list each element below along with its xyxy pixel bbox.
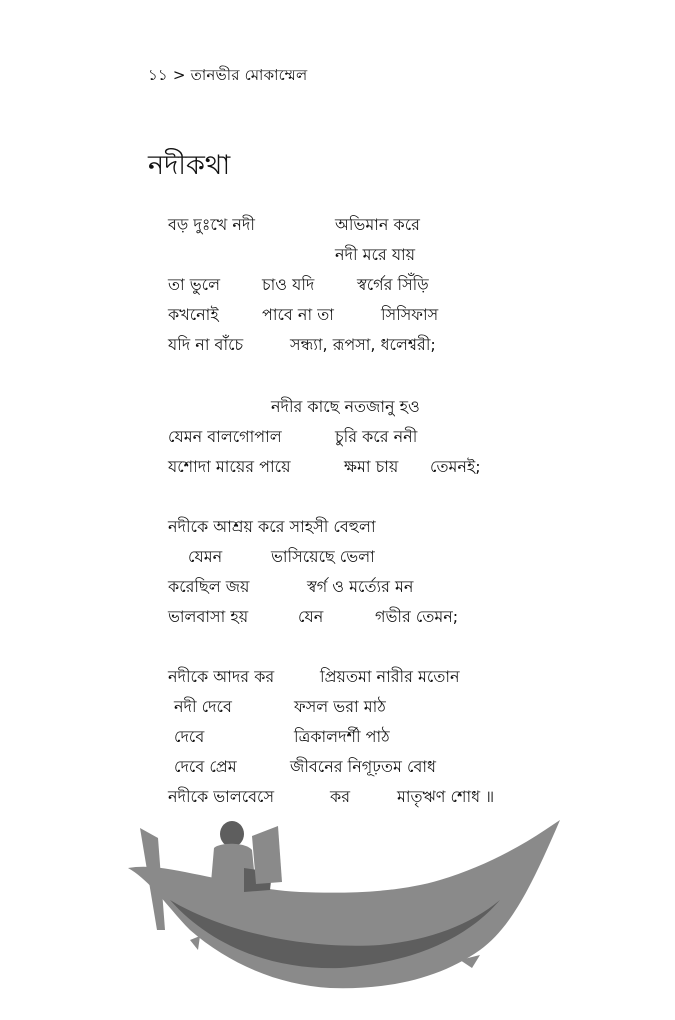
poem-line-12-b: যেন bbox=[298, 607, 324, 626]
boat-illustration-group bbox=[128, 820, 560, 988]
poem-line-8-c: তেমনই; bbox=[430, 457, 481, 476]
poem-line-1-b: অভিমান করে bbox=[335, 215, 420, 234]
poem-line-5-b: সন্ধ্যা, রূপসা, ধলেশ্বরী; bbox=[290, 335, 436, 354]
boater-head bbox=[220, 821, 244, 847]
poem-line-4-a: কখনোই bbox=[168, 305, 219, 324]
poem-line-17-a: নদীকে ভালবেসে bbox=[168, 787, 275, 806]
poem-line-3-c: স্বর্গের সিঁড়ি bbox=[357, 275, 429, 294]
poem-line-8-b: ক্ষমা চায় bbox=[344, 457, 399, 476]
poem-line-8-a: যশোদা মায়ের পায়ে bbox=[168, 457, 291, 476]
poem-line-5-a: যদি না বাঁচে bbox=[168, 335, 244, 354]
poem-line-12-c: গভীর তেমন; bbox=[375, 607, 459, 626]
poem-line-14-b: ফসল ভরা মাঠ bbox=[294, 697, 386, 716]
poem-line-7-a: যেমন বালগোপাল bbox=[168, 427, 282, 446]
poem-line-13-b: প্রিয়তমা নারীর মতোন bbox=[320, 667, 460, 686]
poem-line-10-a: যেমন bbox=[188, 547, 223, 566]
poem-line-15-b: ত্রিকালদর্শী পাঠ bbox=[294, 727, 390, 746]
poem-line-16-b: জীবনের নিগূঢ়তম বোধ bbox=[290, 757, 436, 776]
poem-line-9: নদীকে আশ্রয় করে সাহসী বেহুলা bbox=[168, 517, 376, 536]
poem-line-17-c: মাতৃঋণ শোধ ॥ bbox=[397, 787, 495, 806]
poem-line-13-a: নদীকে আদর কর bbox=[168, 667, 275, 686]
poem-line-2: নদী মরে যায় bbox=[335, 245, 416, 264]
poem-line-12-a: ভালবাসা হয় bbox=[168, 607, 249, 626]
running-header: ১১ > তানভীর মোকাম্মেল bbox=[148, 66, 308, 84]
poem-line-7-b: চুরি করে ননী bbox=[335, 427, 418, 446]
poem-line-6: নদীর কাছে নতজানু হও bbox=[271, 397, 420, 416]
poem-line-16-a: দেবে প্রেম bbox=[174, 757, 237, 776]
poem-line-11-a: করেছিল জয় bbox=[168, 577, 250, 596]
poem-line-4-c: সিসিফাস bbox=[381, 305, 439, 324]
poem-line-4-b: পাবে না তা bbox=[262, 305, 334, 324]
poem-line-10-b: ভাসিয়েছে ভেলা bbox=[271, 547, 375, 566]
water-splash bbox=[190, 936, 200, 950]
poem-line-3-a: তা ভুলে bbox=[168, 275, 221, 294]
boat-cabin bbox=[252, 826, 282, 884]
poem-line-1-a: বড় দুঃখে নদী bbox=[168, 215, 255, 234]
poem-title: নদীকথা bbox=[148, 150, 231, 181]
poem-line-3-b: চাও যদি bbox=[262, 275, 315, 294]
poem-line-11-b: স্বর্গ ও মর্ত্যের মন bbox=[307, 577, 414, 596]
poem-line-15-a: দেবে bbox=[174, 727, 205, 746]
poem-line-17-b: কর bbox=[330, 787, 350, 806]
poem-line-14-a: নদী দেবে bbox=[174, 697, 232, 716]
